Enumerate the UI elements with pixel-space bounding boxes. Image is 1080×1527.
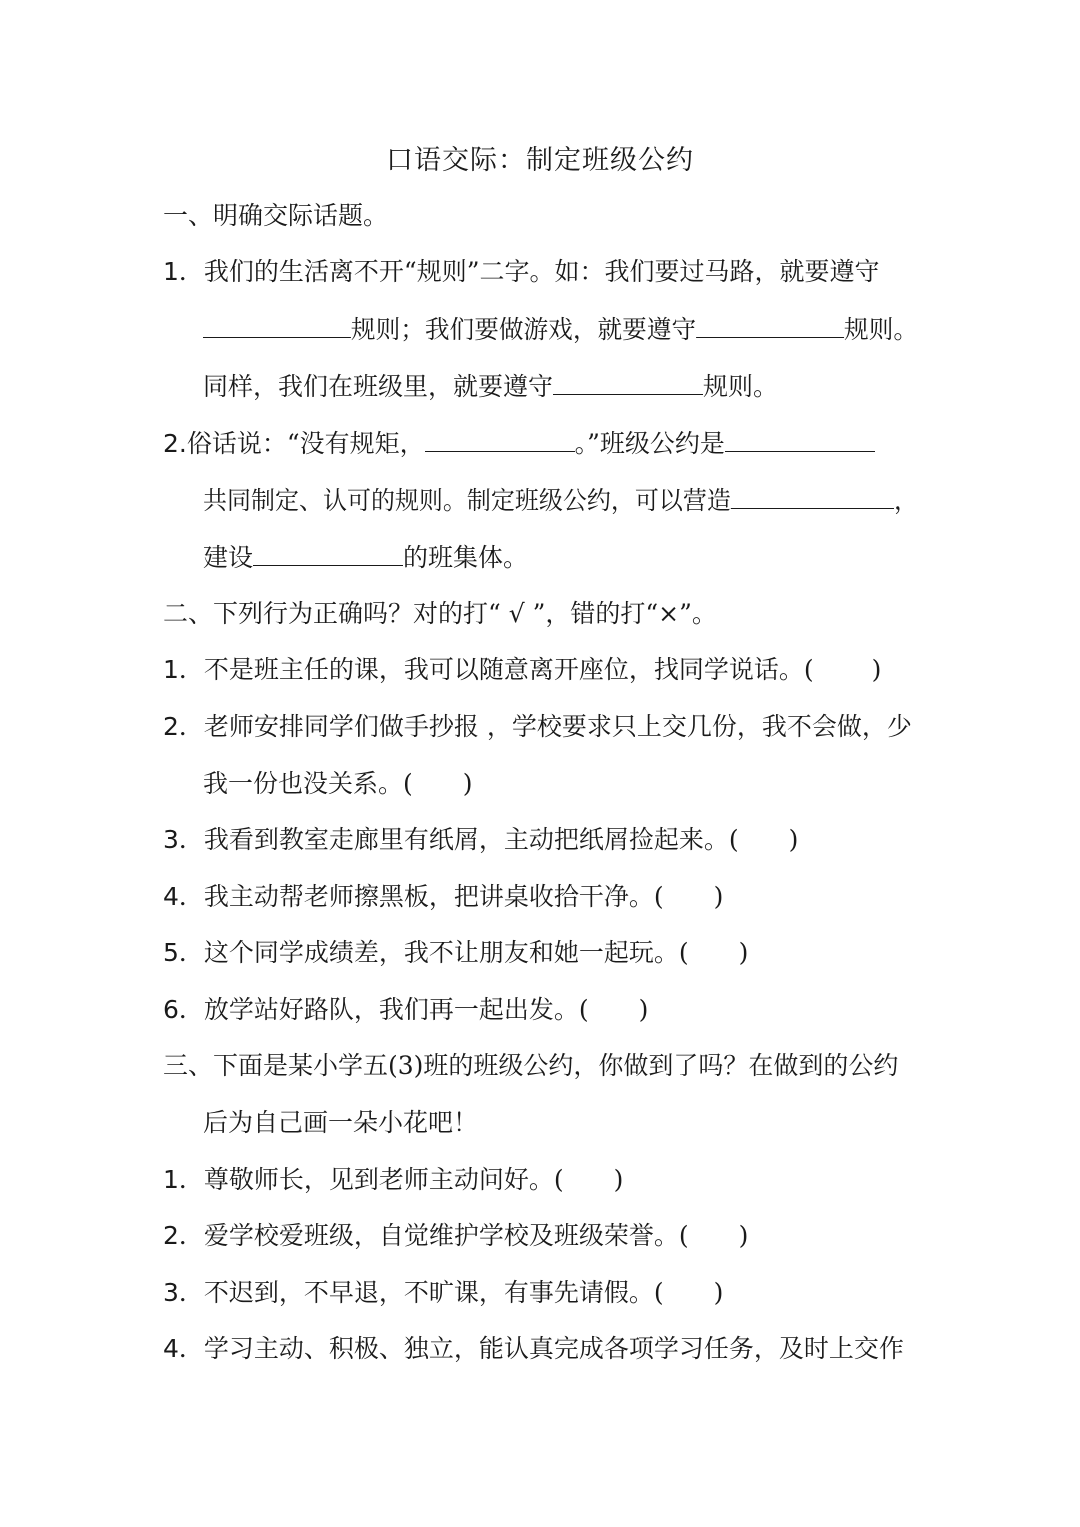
s2-item-close: ): [462, 769, 473, 798]
s3-item-text: 尊敬师长，见到老师主动问好。(: [203, 1165, 564, 1194]
answer-blank[interactable]: [425, 423, 575, 452]
answer-blank[interactable]: [731, 480, 894, 509]
s2-item-number: 5．: [163, 938, 204, 967]
s2-item-5: [163, 933, 748, 973]
s1-q1-text-3b: 规则。: [703, 372, 779, 401]
s2-item-close: ): [738, 938, 749, 967]
s1-q2-number: 2.: [163, 429, 187, 458]
answer-blank[interactable]: [725, 423, 875, 452]
s1-q1-line-3: [203, 366, 778, 407]
s2-item-number: 2．: [163, 712, 204, 741]
s2-item-number: 1．: [163, 655, 204, 684]
s2-item-text: 放学站好路队，我们再一起出发。(: [203, 995, 589, 1024]
s1-q2-line-3: [203, 537, 528, 578]
answer-blank[interactable]: [696, 309, 844, 338]
s3-item-number: 3．: [163, 1278, 204, 1307]
s1-q1-text-1: 我们的生活离不开“规则”二字。如：我们要过马路，就要遵守: [203, 257, 880, 286]
s1-q2-text-1a: 俗话说：“没有规矩，: [186, 429, 425, 458]
s3-item-text: 不迟到，不早退，不旷课，有事先请假。(: [203, 1278, 664, 1307]
s3-item-number: 1．: [163, 1165, 204, 1194]
s2-item-2: [163, 707, 912, 747]
s2-item-text: 这个同学成绩差，我不让朋友和她一起玩。(: [203, 938, 689, 967]
s3-item-text: 爱学校爱班级，自觉维护学校及班级荣誉。(: [203, 1221, 689, 1250]
s3-item-text: 学习主动、积极、独立，能认真完成各项学习任务，及时上交作: [203, 1334, 904, 1363]
answer-blank[interactable]: [253, 537, 403, 566]
s2-item-close: ): [638, 995, 649, 1024]
s1-q2-text-3b: 的班集体。: [403, 543, 529, 572]
section-2-heading: 二、下列行为正确吗？对的打“ √ ”，错的打“×”。: [163, 599, 717, 628]
s1-q1-text-2a: 规则；我们要做游戏，就要遵守: [350, 315, 697, 344]
s1-q2-text-3a: 建设: [203, 543, 254, 572]
s2-item-close: ): [871, 655, 882, 684]
section-3-heading-cont: 后为自己画一朵小花吧！: [203, 1108, 479, 1137]
s2-item-close: ): [788, 825, 799, 854]
s1-q1-number: 1．: [163, 257, 204, 286]
s2-item-3: [163, 820, 798, 860]
s2-item-2-cont: [203, 764, 473, 804]
s3-item-number: 2．: [163, 1221, 204, 1250]
s3-item-1: [163, 1160, 623, 1200]
section-1-heading: 一、明确交际话题。: [163, 201, 389, 230]
s1-q2-line-1: [163, 423, 875, 464]
s2-item-1: [163, 650, 881, 690]
s1-q2-text-1b: 。”班级公约是: [574, 429, 725, 458]
s2-item-text: 我看到教室走廊里有纸屑，主动把纸屑捡起来。(: [203, 825, 739, 854]
s2-item-number: 4．: [163, 882, 204, 911]
s1-q2-text-2a: 共同制定、认可的规则。制定班级公约，可以营造: [203, 486, 731, 515]
s2-item-number: 3．: [163, 825, 204, 854]
page-title: 口语交际：制定班级公约: [386, 145, 694, 176]
s2-item-text: 不是班主任的课，我可以随意离开座位，找同学说话。(: [203, 655, 814, 684]
s1-q2-text-2b: ，: [893, 486, 919, 515]
s1-q2-line-2: [203, 480, 918, 521]
s2-item-text: 我主动帮老师擦黑板，把讲桌收拾干净。(: [203, 882, 664, 911]
answer-blank[interactable]: [553, 366, 703, 395]
s3-item-number: 4．: [163, 1334, 204, 1363]
s3-item-close: ): [613, 1165, 624, 1194]
s2-item-text-cont: 我一份也没关系。(: [203, 769, 413, 798]
s2-item-text: 老师安排同学们做手抄报 ，学校要求只上交几份，我不会做，少: [203, 712, 912, 741]
s2-item-6: [163, 990, 648, 1030]
s2-item-close: ): [713, 882, 724, 911]
s2-item-number: 6．: [163, 995, 204, 1024]
s1-q1-text-2b: 规则。: [844, 315, 919, 344]
s1-q1-line-2: [203, 309, 918, 350]
s3-item-4: [163, 1329, 904, 1369]
answer-blank[interactable]: [203, 309, 351, 338]
s1-q1-line-1: [163, 252, 879, 292]
s3-item-2: [163, 1216, 748, 1256]
section-3-heading: 三、下面是某小学五(3)班的班级公约，你做到了吗？在做到的公约: [163, 1051, 899, 1080]
s1-q1-text-3a: 同样，我们在班级里，就要遵守: [203, 372, 554, 401]
s3-item-close: ): [713, 1278, 724, 1307]
s3-item-close: ): [738, 1221, 749, 1250]
s3-item-3: [163, 1273, 723, 1313]
s2-item-4: [163, 877, 723, 917]
